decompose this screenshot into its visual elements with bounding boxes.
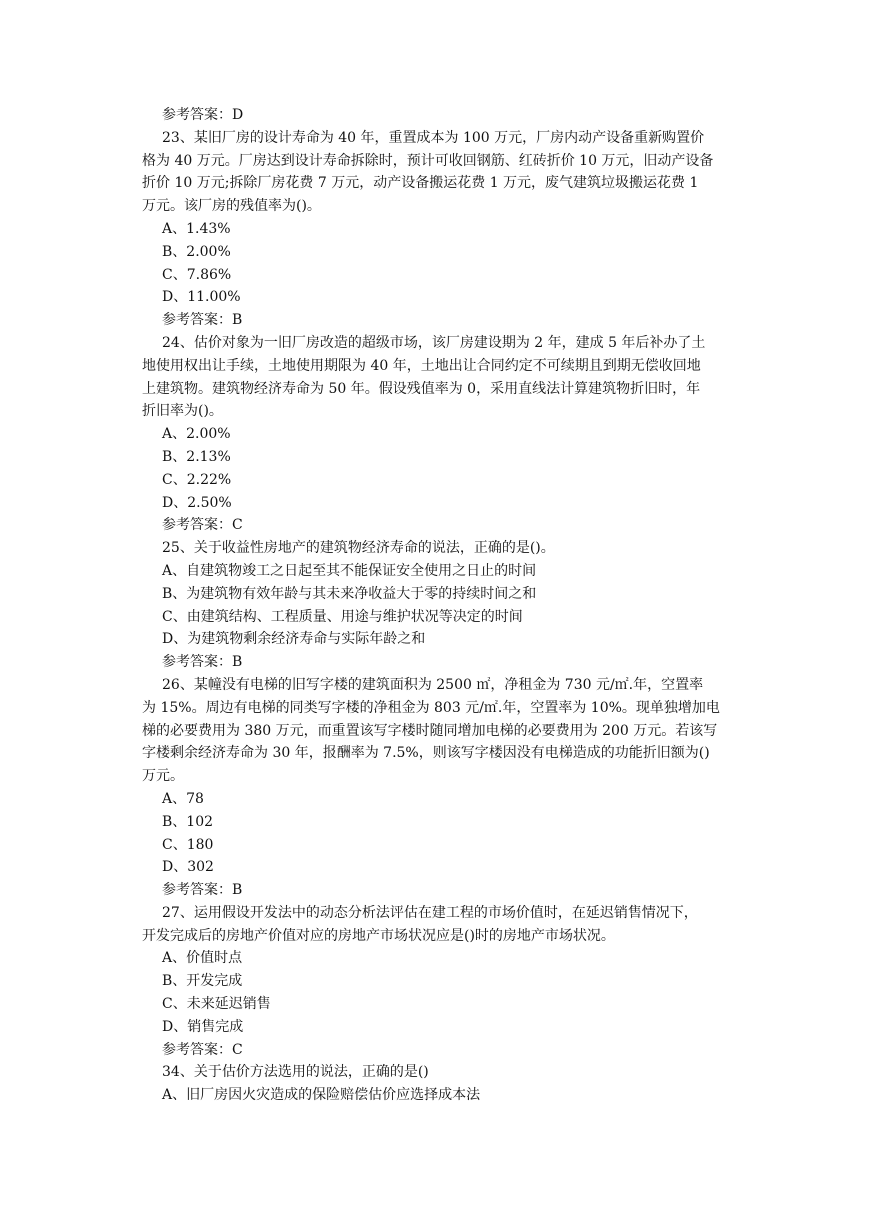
text-line: A、2.00% — [162, 426, 231, 443]
document-page — [142, 104, 730, 1107]
text-line: A、自建筑物竣工之日起至其不能保证安全使用之日止的时间 — [162, 562, 537, 579]
text-line: B、2.00% — [162, 243, 231, 260]
text-line: 26、某幢没有电梯的旧写字楼的建筑面积为 2500 ㎡，净租金为 730 元/㎡.年，空置率 — [162, 676, 704, 693]
text-line: C、未来延迟销售 — [162, 996, 271, 1013]
text-line: C、2.22% — [162, 471, 232, 488]
text-line: 24、估价对象为一旧厂房改造的超级市场，该厂房建设期为 2 年，建成 5 年后补办了土 — [162, 334, 706, 351]
text-line: A、价值时点 — [162, 950, 243, 967]
text-line: 参考答案：B — [162, 882, 243, 899]
text-line: B、102 — [162, 813, 214, 830]
text-line: 上建筑物。建筑物经济寿命为 50 年。假设残值率为 0，采用直线法计算建筑物折旧时，年 — [142, 380, 701, 397]
text-line: 参考答案：D — [162, 107, 244, 123]
text-line: D、11.00% — [162, 289, 241, 306]
text-line: D、2.50% — [162, 494, 232, 511]
text-line: B、2.13% — [162, 448, 231, 465]
text-line: 字楼剩余经济寿命为 30 年，报酬率为 7.5%，则该写字楼因没有电梯造成的功能折旧额为() — [142, 745, 710, 762]
text-line: 27、运用假设开发法中的动态分析法评估在建工程的市场价值时，在延迟销售情况下， — [162, 904, 698, 921]
text-line: 折价 10 万元;拆除厂房花费 7 万元，动产设备搬运花费 1 万元，废气建筑垃圾搬运花费 1 — [142, 175, 699, 192]
text-line: A、78 — [162, 790, 204, 807]
text-line: C、180 — [162, 836, 214, 853]
text-line: 格为 40 万元。厂房达到设计寿命拆除时，预计可收回钢筋、红砖折价 10 万元，旧动产设备 — [142, 152, 714, 169]
text-line: 梯的必要费用为 380 万元，而重置该写字楼时随同增加电梯的必要费用为 200 万元。若该写 — [142, 722, 718, 739]
text-line: C、由建筑结构、工程质量、用途与维护状况等决定的时间 — [162, 608, 523, 625]
text-line: D、302 — [162, 859, 214, 876]
text-line: B、开发完成 — [162, 973, 243, 990]
text-line: 参考答案：C — [162, 1041, 243, 1058]
text-line: 23、某旧厂房的设计寿命为 40 年，重置成本为 100 万元，厂房内动产设备重新购置价 — [162, 129, 705, 146]
text-line: 万元。 — [142, 768, 184, 785]
text-line: 34、关于估价方法选用的说法，正确的是() — [162, 1064, 429, 1081]
text-line: A、旧厂房因火灾造成的保险赔偿估价应选择成本法 — [162, 1087, 481, 1104]
text-line: D、为建筑物剩余经济寿命与实际年龄之和 — [162, 631, 426, 648]
text-line: 25、关于收益性房地产的建筑物经济寿命的说法，正确的是()。 — [162, 540, 555, 557]
text-line: B、为建筑物有效年龄与其未来净收益大于零的持续时间之和 — [162, 585, 537, 602]
text-line: 参考答案：C — [162, 517, 243, 534]
text-line: C、7.86% — [162, 266, 232, 283]
text-line: D、销售完成 — [162, 1018, 244, 1035]
text-line: 为 15%。周边有电梯的同类写字楼的净租金为 803 元/㎡.年，空置率为 10%。现单独增加电 — [142, 699, 720, 716]
text-line: A、1.43% — [162, 220, 231, 237]
text-line: 地使用权出让手续，土地使用期限为 40 年，土地出让合同约定不可续期且到期无偿收回地 — [142, 357, 701, 374]
text-line: 万元。该厂房的残值率为()。 — [142, 198, 321, 215]
text-line: 开发完成后的房地产价值对应的房地产市场状况应是()时的房地产市场状况。 — [142, 927, 615, 944]
text-line: 折旧率为()。 — [142, 403, 223, 420]
text-line: 参考答案：B — [162, 312, 243, 329]
text-line: 参考答案：B — [162, 654, 243, 671]
